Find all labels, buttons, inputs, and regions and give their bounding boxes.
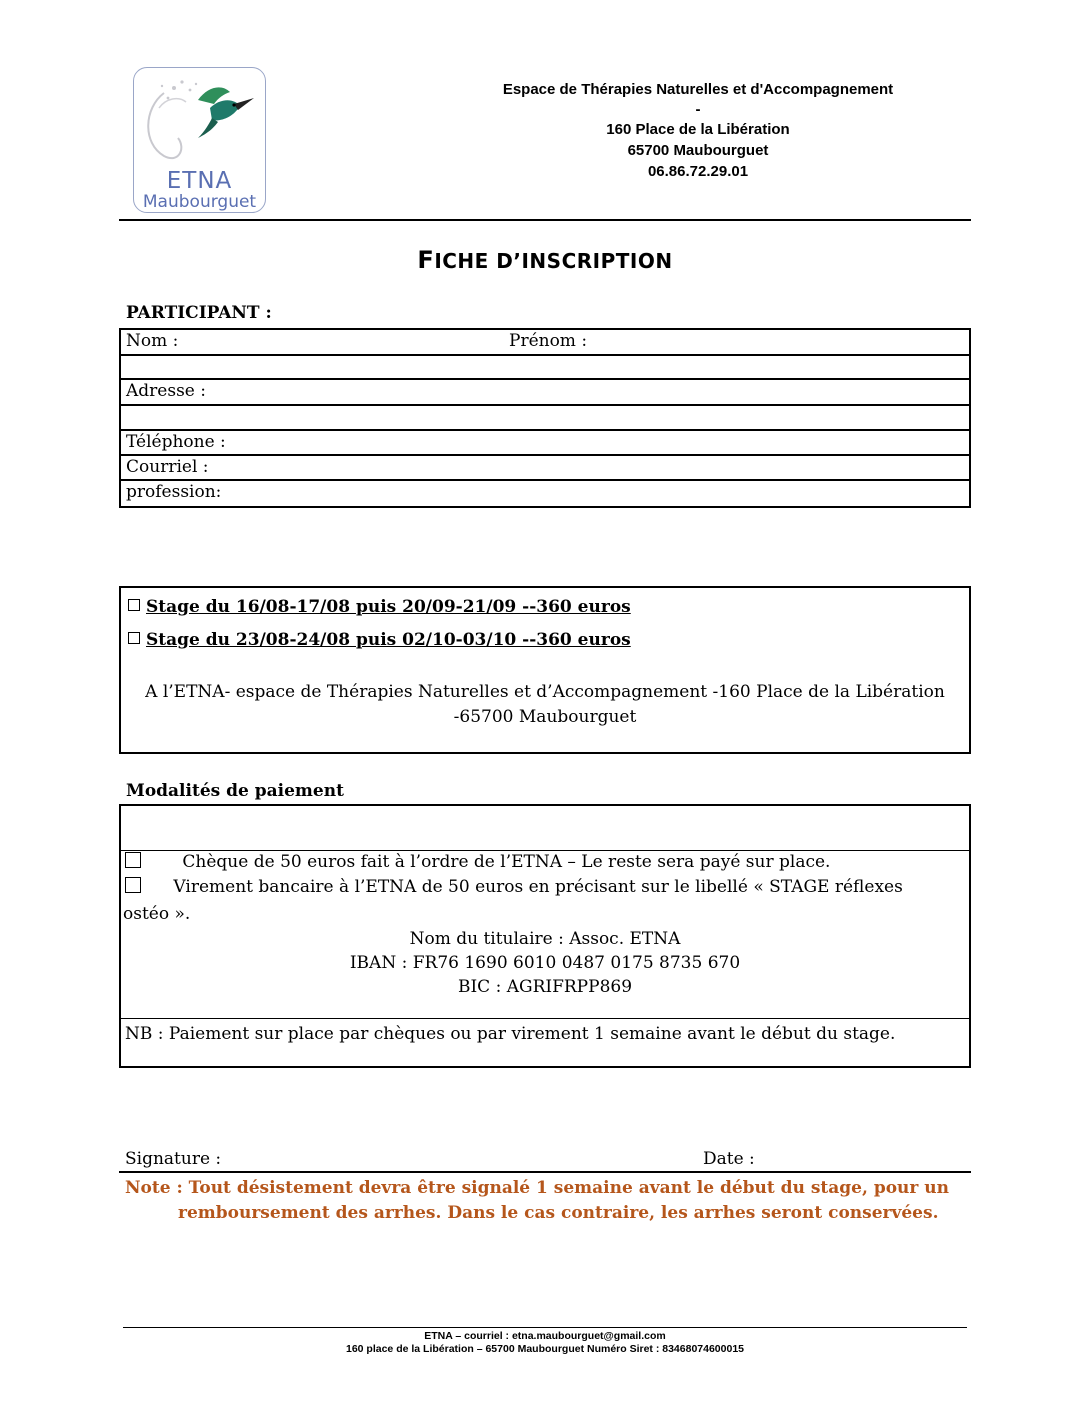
- cancellation-note-line-1: Note : Tout désistement devra être signalé 1 semaine avant le début du stage, pour un: [125, 1178, 950, 1198]
- cancellation-note-line-2: remboursement des arrhes. Dans le cas contraire, les arrhes seront conservées.: [178, 1203, 939, 1223]
- participant-row-adresse[interactable]: [121, 380, 969, 406]
- participant-row-courriel[interactable]: [121, 456, 969, 481]
- bic: BIC : AGRIFRPP869: [457, 977, 633, 997]
- page-title: [120, 246, 970, 274]
- logo-title: ETNA: [166, 168, 233, 194]
- title-rest: ICHE D’INSCRIPTION: [434, 249, 673, 273]
- adresse-label: Adresse :: [126, 381, 206, 401]
- payment-option-virement[interactable]: [125, 875, 903, 899]
- header-separator: -: [695, 101, 701, 118]
- signature-label: Signature :: [125, 1149, 222, 1169]
- stage-option-2[interactable]: [128, 630, 631, 650]
- payment-divider-bottom: [120, 1018, 970, 1019]
- stage-option-2-label: Stage du 23/08-24/08 puis 02/10-03/10 --360 euros: [146, 630, 631, 650]
- footer-contact: ETNA – courriel : etna.maubourguet@gmail.com: [424, 1330, 666, 1342]
- participant-table: [119, 328, 971, 508]
- header-org-name: Espace de Thérapies Naturelles et d'Accompagnement: [502, 81, 894, 98]
- iban: IBAN : FR76 1690 6010 0487 0175 8735 670: [349, 953, 741, 973]
- payment-note: NB : Paiement sur place par chèques ou par virement 1 semaine avant le début du stage.: [125, 1024, 896, 1044]
- header-divider: [119, 219, 971, 221]
- participant-row-blank-1[interactable]: [121, 356, 969, 380]
- checkbox-icon[interactable]: [125, 877, 141, 893]
- participant-row-profession[interactable]: [121, 481, 969, 506]
- participant-label: PARTICIPANT :: [126, 303, 272, 323]
- nom-label: Nom :: [126, 331, 179, 351]
- footer-divider: [123, 1327, 967, 1328]
- participant-row-telephone[interactable]: [121, 431, 969, 456]
- participant-row-blank-2[interactable]: [121, 406, 969, 431]
- logo-subtitle: Maubourguet: [142, 192, 257, 212]
- title-initial: F: [417, 246, 435, 274]
- stage-option-1[interactable]: [128, 597, 631, 617]
- etna-logo: [133, 67, 266, 213]
- signature-line: [119, 1171, 971, 1173]
- payment-option-cheque-label: Chèque de 50 euros fait à l’ordre de l’ETNA – Le reste sera payé sur place.: [182, 852, 831, 872]
- participant-row-name[interactable]: [121, 330, 969, 356]
- header-phone: 06.86.72.29.01: [647, 163, 749, 180]
- profession-label: profession:: [126, 482, 222, 502]
- checkbox-icon[interactable]: [128, 599, 140, 611]
- checkbox-icon[interactable]: [128, 632, 140, 644]
- stage-option-1-label: Stage du 16/08-17/08 puis 20/09-21/09 --360 euros: [146, 597, 631, 617]
- courriel-label: Courriel :: [126, 457, 209, 477]
- payment-option-virement-cont: ostéo ».: [123, 904, 191, 924]
- footer-address: 160 place de la Libération – 65700 Maubourguet Numéro Siret : 83468074600015: [345, 1343, 744, 1355]
- stage-location-line-2: -65700 Maubourguet: [453, 707, 637, 727]
- payment-option-virement-label: Virement bancaire à l’ETNA de 50 euros en précisant sur le libellé « STAGE réflexes: [173, 877, 903, 897]
- telephone-label: Téléphone :: [126, 432, 226, 452]
- header-street: 160 Place de la Libération: [606, 121, 790, 138]
- prenom-label: Prénom :: [509, 331, 588, 351]
- checkbox-icon[interactable]: [125, 852, 141, 868]
- header-city: 65700 Maubourguet: [627, 142, 769, 159]
- account-holder: Nom du titulaire : Assoc. ETNA: [409, 929, 681, 949]
- stage-location-line-1: A l’ETNA- espace de Thérapies Naturelles et d’Accompagnement -160 Place de la Libération: [145, 682, 945, 702]
- payment-option-cheque[interactable]: [125, 850, 830, 874]
- payment-label: Modalités de paiement: [126, 781, 344, 801]
- date-label: Date :: [703, 1149, 755, 1169]
